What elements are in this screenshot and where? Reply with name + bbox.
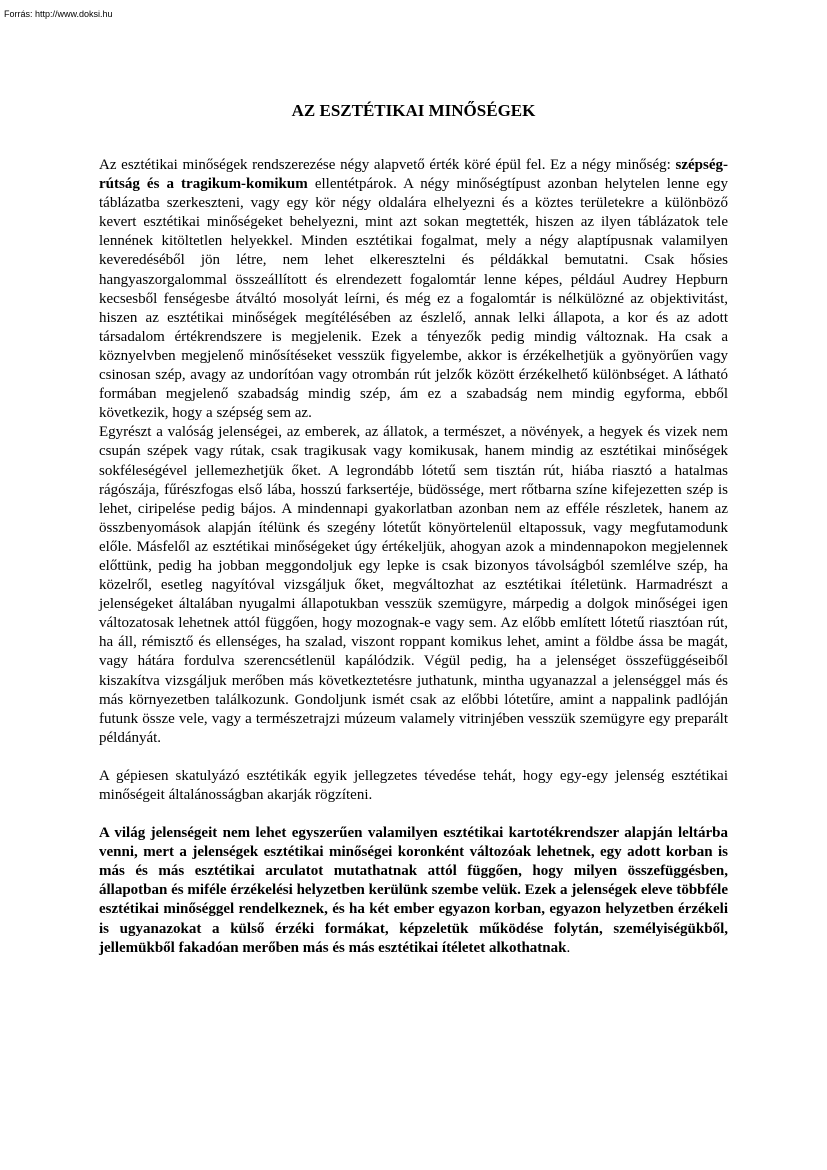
paragraph-1-intro: Az esztétikai minőségek rendszerezése négy alapvető érték köré épül fel. Ez a négy minőség: xyxy=(99,157,676,173)
paragraph-4-end: . xyxy=(566,939,571,956)
paragraph-2: Egyrészt a valóság jelenségei, az emberek, az állatok, a természet, a növények, a hegyek és vizek nem csupán szépek vagy rútak, csak tragikusak vagy komikusak, hanem mindig az esztétikai minőségek sokféleségével jellemezhetjük őket. A legrondább lótetű sem tisztán rút, hiába riasztó a hatalmas rágószája, fűrészfogas első lába, hosszú farksertéje, büdössége, mert rőtbarna színe kifejezetten szép is lehet, ciripelése pedig bájos. A mindennapi gyakorlatban azonban nem az efféle részletek, hanem az összbenyomások alapján ítélünk és szegény lótetűt könyörtelenül eltapossuk, vagy megfutamodunk előle. Másfelől az esztétikai minőségeket úgy értékeljük, ahogyan azok a mindennapokon megjelennek előttünk, pedig ha jobban meggondoljuk egy lepke is csak bizonyos távolságból szemlélve szép, ha közelről, esetleg nagyítóval vizsgáljuk őket, megváltozhat az esztétikai ítéletünk. Harmadrészt a jelenségeket általában nyugalmi állapotukban vesszük szemügyre, márpedig a dolgok minőségei igen változatosak lehetnek attól függően, hogy mozognak-e vagy sem. Az előbb említett lótetű riasztóan rút, ha áll, rémisztő és ellenséges, ha szalad, viszont roppant komikus lehet, amint a földbe ássa be magát, vagy hátára fordulva szerencsétlenül kapálódzik. Végül pedig, ha a jelenséget összefüggéseiből kiszakítva vizsgáljuk merőben más következtetésre juthatunk, mintha ugyanazzal a jelenséggel más és más környezetben találkozunk. Gondoljunk ismét csak az előbbi lótetűre, amint a nappalink padlóján futunk össze vele, vagy a természetrajzi múzeum valamely vitrinjében vesszük szemügyre egy preparált példányát. xyxy=(99,424,728,746)
paragraph-1-emphasis: szépség-rútság és a tragikum-komikum xyxy=(99,157,728,193)
document-body xyxy=(99,156,728,958)
paragraph-1 xyxy=(99,156,728,423)
page-title: AZ ESZTÉTIKAI MINŐSÉGEK xyxy=(291,101,536,120)
paragraph-1-rest: ellentétpárok. A négy minőségtípust azonban helytelen lenne egy táblázatba szerkeszteni, vagy egy kör négy oldalára elhelyezni és a köztes területekre a különböző kevert esztétikai minőségeket behelyezni, mint azt sokan megtették, hiszen az ilyen táblázatok tele lennének kitöltetlen helyekkel. Minden esztétikai fogalmat, mely a négy alaptípusnak valamilyen keveredéséből jön létre, nem lehet elkeresztelni és példákkal bemutatni. Csak hősies hangyaszorgalommal összeállított és elrendezett fogalomtár lenne képes, például Audrey Hepburn kecsesből fenségesbe átváltó mosolyát leírni, és még ez a fogalomtár is nélkülözné az objektivitást, hiszen az esztétikai minőségek megítélésében az észlelő, annak lelki állapota, a kor és az adott társadalom értékrendszere is megjelenik. Ezek a tényezők pedig mindig változnak. Ha csak a köznyelvben megjelenő minősítéseket vesszük figyelembe, akkor is érzékelhetjük a gyönyörűen vagy csinosan szép, avagy az undorítóan vagy otrombán rút jelzők között érzékelhető különbséget. A látható formában megjelenő szabadság mindig szép, ám ez a szabadság nem mindig egyforma, ebből következik, hogy a szépség sem az. xyxy=(99,176,729,422)
paragraph-4 xyxy=(99,824,728,958)
paragraph-4-bold-text: A világ jelenségeit nem lehet egyszerűen valamilyen esztétikai kartotékrendszer alapján leltárba venni, mert a jelenségek esztétikai minőségei koronként változóak lehetnek, egy adott korban is más és más esztétikai arculatot mutathatnak attól függően, hogy milyen összefüggésben, állapotban és miféle érzékelési helyzetben kerülünk szembe velük. Ezek a jelenségek eleve többféle esztétikai minőséggel rendelkeznek, és ha két ember egyazon korban, egyazon helyzetben érzékeli is ugyanazokat a külső érzéki formákat, képzeletük működése folytán, személyiségükből, jellemükből fakadóan merőben más és más esztétikai ítéletet alkothatnak xyxy=(99,825,728,956)
source-header: Forrás: http://www.doksi.hu xyxy=(4,9,113,19)
paragraph-3: A gépiesen skatulyázó esztétikák egyik jellegzetes tévedése tehát, hogy egy-egy jelenség esztétikai minőségeit általánosságban akarják rögzíteni. xyxy=(99,767,728,803)
